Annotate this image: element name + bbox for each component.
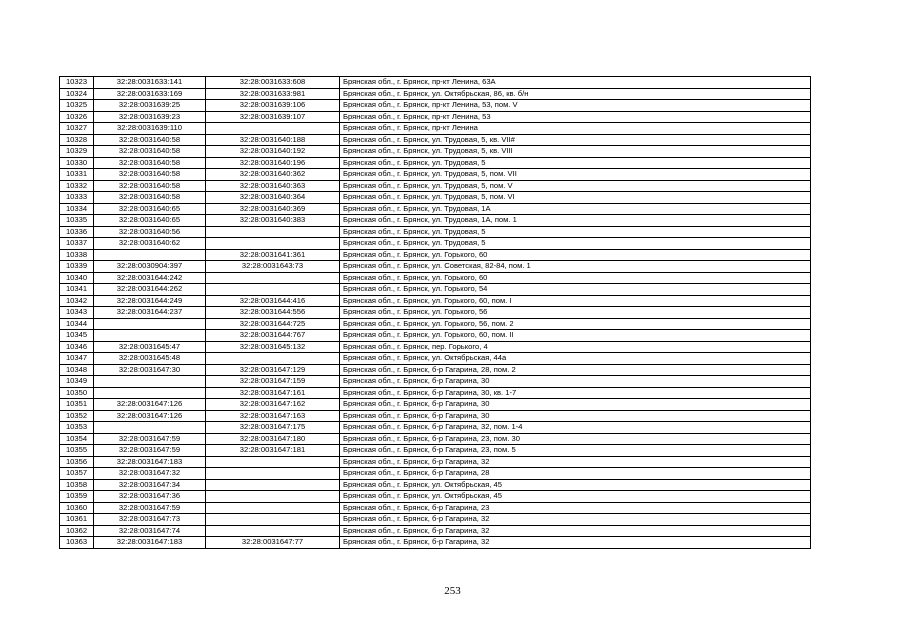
object-cadastral-number-cell: 32:28:0031640:192 [206,146,340,158]
object-cadastral-number-cell [206,502,340,514]
address-cell: Брянская обл., г. Брянск, ул. Октябрьская, 86, кв. б/н [340,88,811,100]
row-number-cell: 10355 [60,445,94,457]
parcel-cadastral-number-cell: 32:28:0031644:237 [94,307,206,319]
address-cell: Брянская обл., г. Брянск, ул. Горького, 56, пом. 2 [340,318,811,330]
object-cadastral-number-cell: 32:28:0031647:129 [206,364,340,376]
object-cadastral-number-cell: 32:28:0031643:73 [206,261,340,273]
registry-table [59,76,811,549]
table-row [60,169,811,181]
object-cadastral-number-cell: 32:28:0031640:196 [206,157,340,169]
object-cadastral-number-cell [206,514,340,526]
table-row [60,203,811,215]
object-cadastral-number-cell: 32:28:0031640:383 [206,215,340,227]
row-number-cell: 10332 [60,180,94,192]
address-cell: Брянская обл., г. Брянск, ул. Горького, 60, пом. II [340,330,811,342]
object-cadastral-number-cell [206,226,340,238]
address-cell: Брянская обл., г. Брянск, ул. Советская, 82-84, пом. 1 [340,261,811,273]
table-row [60,226,811,238]
address-cell: Брянская обл., г. Брянск, ул. Октябрьская, 44а [340,353,811,365]
parcel-cadastral-number-cell: 32:28:0031640:65 [94,203,206,215]
parcel-cadastral-number-cell: 32:28:0031647:36 [94,491,206,503]
table-row [60,376,811,388]
parcel-cadastral-number-cell: 32:28:0031640:58 [94,146,206,158]
parcel-cadastral-number-cell: 32:28:0031647:74 [94,525,206,537]
address-cell: Брянская обл., г. Брянск, ул. Трудовая, 5, пом. VI [340,192,811,204]
address-cell: Брянская обл., г. Брянск, ул. Трудовая, 1А [340,203,811,215]
row-number-cell: 10330 [60,157,94,169]
table-row [60,399,811,411]
row-number-cell: 10329 [60,146,94,158]
parcel-cadastral-number-cell [94,376,206,388]
parcel-cadastral-number-cell: 32:28:0031647:126 [94,399,206,411]
object-cadastral-number-cell: 32:28:0031647:159 [206,376,340,388]
object-cadastral-number-cell: 32:28:0031647:175 [206,422,340,434]
address-cell: Брянская обл., г. Брянск, пр-кт Ленина, 53 [340,111,811,123]
address-cell: Брянская обл., г. Брянск, ул. Октябрьская, 45 [340,479,811,491]
row-number-cell: 10335 [60,215,94,227]
parcel-cadastral-number-cell: 32:28:0031640:58 [94,180,206,192]
table-row [60,318,811,330]
parcel-cadastral-number-cell: 32:28:0031645:48 [94,353,206,365]
row-number-cell: 10337 [60,238,94,250]
address-cell: Брянская обл., г. Брянск, б-р Гагарина, 30 [340,410,811,422]
address-cell: Брянская обл., г. Брянск, б-р Гагарина, 23 [340,502,811,514]
table-row [60,330,811,342]
address-cell: Брянская обл., г. Брянск, б-р Гагарина, 30 [340,399,811,411]
row-number-cell: 10362 [60,525,94,537]
address-cell: Брянская обл., г. Брянск, б-р Гагарина, 23, пом. 5 [340,445,811,457]
object-cadastral-number-cell [206,468,340,480]
object-cadastral-number-cell: 32:28:0031644:416 [206,295,340,307]
object-cadastral-number-cell: 32:28:0031647:77 [206,537,340,549]
table-row [60,514,811,526]
table-row [60,456,811,468]
parcel-cadastral-number-cell: 32:28:0031640:65 [94,215,206,227]
table-row [60,353,811,365]
row-number-cell: 10359 [60,491,94,503]
address-cell: Брянская обл., г. Брянск, ул. Трудовая, 5, пом. V [340,180,811,192]
object-cadastral-number-cell: 32:28:0031633:608 [206,77,340,89]
row-number-cell: 10334 [60,203,94,215]
object-cadastral-number-cell: 32:28:0031640:364 [206,192,340,204]
table-row [60,157,811,169]
parcel-cadastral-number-cell: 32:28:0031640:58 [94,157,206,169]
table-row [60,445,811,457]
table-row [60,410,811,422]
address-cell: Брянская обл., г. Брянск, ул. Трудовая, 5 [340,157,811,169]
parcel-cadastral-number-cell: 32:28:0031647:30 [94,364,206,376]
address-cell: Брянская обл., г. Брянск, ул. Трудовая, 5, кв. VIII [340,146,811,158]
row-number-cell: 10328 [60,134,94,146]
address-cell: Брянская обл., г. Брянск, пер. Горького, 4 [340,341,811,353]
row-number-cell: 10326 [60,111,94,123]
parcel-cadastral-number-cell: 32:28:0031640:56 [94,226,206,238]
address-cell: Брянская обл., г. Брянск, б-р Гагарина, 32 [340,456,811,468]
object-cadastral-number-cell: 32:28:0031641:361 [206,249,340,261]
table-row [60,146,811,158]
table-row [60,88,811,100]
row-number-cell: 10350 [60,387,94,399]
parcel-cadastral-number-cell: 32:28:0031647:59 [94,433,206,445]
row-number-cell: 10327 [60,123,94,135]
row-number-cell: 10340 [60,272,94,284]
address-cell: Брянская обл., г. Брянск, ул. Горького, 54 [340,284,811,296]
object-cadastral-number-cell: 32:28:0031633:981 [206,88,340,100]
table-row [60,468,811,480]
address-cell: Брянская обл., г. Брянск, б-р Гагарина, 30, кв. 1-7 [340,387,811,399]
row-number-cell: 10357 [60,468,94,480]
table-row [60,295,811,307]
object-cadastral-number-cell: 32:28:0031640:363 [206,180,340,192]
table-row [60,238,811,250]
address-cell: Брянская обл., г. Брянск, ул. Горького, 56 [340,307,811,319]
page-number: 253 [444,585,461,597]
row-number-cell: 10349 [60,376,94,388]
table-row [60,422,811,434]
parcel-cadastral-number-cell: 32:28:0031640:58 [94,169,206,181]
row-number-cell: 10347 [60,353,94,365]
object-cadastral-number-cell: 32:28:0031640:188 [206,134,340,146]
address-cell: Брянская обл., г. Брянск, б-р Гагарина, 32 [340,514,811,526]
parcel-cadastral-number-cell: 32:28:0031640:62 [94,238,206,250]
address-cell: Брянская обл., г. Брянск, ул. Октябрьская, 45 [340,491,811,503]
object-cadastral-number-cell: 32:28:0031644:767 [206,330,340,342]
row-number-cell: 10341 [60,284,94,296]
parcel-cadastral-number-cell: 32:28:0031639:110 [94,123,206,135]
address-cell: Брянская обл., г. Брянск, пр-кт Ленина, 63А [340,77,811,89]
parcel-cadastral-number-cell [94,318,206,330]
parcel-cadastral-number-cell [94,387,206,399]
object-cadastral-number-cell: 32:28:0031645:132 [206,341,340,353]
address-cell: Брянская обл., г. Брянск, ул. Горького, 60 [340,272,811,284]
row-number-cell: 10352 [60,410,94,422]
object-cadastral-number-cell: 32:28:0031639:107 [206,111,340,123]
object-cadastral-number-cell: 32:28:0031647:161 [206,387,340,399]
parcel-cadastral-number-cell [94,330,206,342]
parcel-cadastral-number-cell: 32:28:0031633:169 [94,88,206,100]
table-row [60,111,811,123]
address-cell: Брянская обл., г. Брянск, ул. Трудовая, 5, кв. VII# [340,134,811,146]
parcel-cadastral-number-cell: 32:28:0031640:58 [94,192,206,204]
object-cadastral-number-cell [206,272,340,284]
table-row [60,180,811,192]
parcel-cadastral-number-cell: 32:28:0031644:249 [94,295,206,307]
row-number-cell: 10356 [60,456,94,468]
object-cadastral-number-cell: 32:28:0031640:362 [206,169,340,181]
table-row [60,307,811,319]
table-row [60,100,811,112]
object-cadastral-number-cell [206,456,340,468]
row-number-cell: 10336 [60,226,94,238]
parcel-cadastral-number-cell: 32:28:0030904:397 [94,261,206,273]
object-cadastral-number-cell: 32:28:0031647:181 [206,445,340,457]
parcel-cadastral-number-cell: 32:28:0031645:47 [94,341,206,353]
address-cell: Брянская обл., г. Брянск, б-р Гагарина, 28 [340,468,811,480]
row-number-cell: 10333 [60,192,94,204]
parcel-cadastral-number-cell: 32:28:0031647:183 [94,456,206,468]
parcel-cadastral-number-cell: 32:28:0031647:59 [94,445,206,457]
table-row [60,525,811,537]
object-cadastral-number-cell [206,479,340,491]
address-cell: Брянская обл., г. Брянск, пр-кт Ленина, 53, пом. V [340,100,811,112]
table-row [60,491,811,503]
address-cell: Брянская обл., г. Брянск, б-р Гагарина, 28, пом. 2 [340,364,811,376]
address-cell: Брянская обл., г. Брянск, ул. Трудовая, 5, пом. VII [340,169,811,181]
row-number-cell: 10344 [60,318,94,330]
parcel-cadastral-number-cell: 32:28:0031644:242 [94,272,206,284]
object-cadastral-number-cell: 32:28:0031644:725 [206,318,340,330]
parcel-cadastral-number-cell [94,249,206,261]
parcel-cadastral-number-cell: 32:28:0031647:73 [94,514,206,526]
table-row [60,387,811,399]
table-row [60,364,811,376]
table-row [60,341,811,353]
row-number-cell: 10325 [60,100,94,112]
address-cell: Брянская обл., г. Брянск, ул. Трудовая, 5 [340,238,811,250]
address-cell: Брянская обл., г. Брянск, ул. Трудовая, 5 [340,226,811,238]
row-number-cell: 10353 [60,422,94,434]
object-cadastral-number-cell [206,284,340,296]
row-number-cell: 10345 [60,330,94,342]
table-row [60,284,811,296]
parcel-cadastral-number-cell: 32:28:0031647:183 [94,537,206,549]
row-number-cell: 10339 [60,261,94,273]
parcel-cadastral-number-cell: 32:28:0031639:25 [94,100,206,112]
parcel-cadastral-number-cell: 32:28:0031640:58 [94,134,206,146]
row-number-cell: 10342 [60,295,94,307]
object-cadastral-number-cell: 32:28:0031640:369 [206,203,340,215]
parcel-cadastral-number-cell: 32:28:0031647:59 [94,502,206,514]
object-cadastral-number-cell: 32:28:0031639:106 [206,100,340,112]
address-cell: Брянская обл., г. Брянск, пр-кт Ленина [340,123,811,135]
object-cadastral-number-cell [206,123,340,135]
parcel-cadastral-number-cell: 32:28:0031633:141 [94,77,206,89]
address-cell: Брянская обл., г. Брянск, б-р Гагарина, 30 [340,376,811,388]
row-number-cell: 10331 [60,169,94,181]
row-number-cell: 10343 [60,307,94,319]
object-cadastral-number-cell: 32:28:0031647:180 [206,433,340,445]
row-number-cell: 10363 [60,537,94,549]
parcel-cadastral-number-cell: 32:28:0031647:34 [94,479,206,491]
table-row [60,249,811,261]
parcel-cadastral-number-cell: 32:28:0031639:23 [94,111,206,123]
row-number-cell: 10361 [60,514,94,526]
registry-table-body [60,77,811,549]
address-cell: Брянская обл., г. Брянск, б-р Гагарина, 32, пом. 1-4 [340,422,811,434]
parcel-cadastral-number-cell: 32:28:0031644:262 [94,284,206,296]
table-row [60,502,811,514]
table-row [60,433,811,445]
object-cadastral-number-cell: 32:28:0031647:163 [206,410,340,422]
row-number-cell: 10358 [60,479,94,491]
address-cell: Брянская обл., г. Брянск, ул. Трудовая, 1А, пом. 1 [340,215,811,227]
row-number-cell: 10360 [60,502,94,514]
table-row [60,537,811,549]
object-cadastral-number-cell: 32:28:0031644:556 [206,307,340,319]
parcel-cadastral-number-cell: 32:28:0031647:32 [94,468,206,480]
row-number-cell: 10348 [60,364,94,376]
row-number-cell: 10338 [60,249,94,261]
row-number-cell: 10351 [60,399,94,411]
address-cell: Брянская обл., г. Брянск, ул. Горького, 60, пом. I [340,295,811,307]
parcel-cadastral-number-cell: 32:28:0031647:126 [94,410,206,422]
parcel-cadastral-number-cell [94,422,206,434]
table-row [60,215,811,227]
object-cadastral-number-cell [206,353,340,365]
address-cell: Брянская обл., г. Брянск, б-р Гагарина, 32 [340,525,811,537]
address-cell: Брянская обл., г. Брянск, б-р Гагарина, 32 [340,537,811,549]
address-cell: Брянская обл., г. Брянск, б-р Гагарина, 23, пом. 30 [340,433,811,445]
table-row [60,77,811,89]
object-cadastral-number-cell [206,525,340,537]
address-cell: Брянская обл., г. Брянск, ул. Горького, 60 [340,249,811,261]
table-row [60,123,811,135]
table-row [60,272,811,284]
object-cadastral-number-cell: 32:28:0031647:162 [206,399,340,411]
table-row [60,134,811,146]
object-cadastral-number-cell [206,491,340,503]
table-row [60,261,811,273]
row-number-cell: 10323 [60,77,94,89]
object-cadastral-number-cell [206,238,340,250]
table-row [60,192,811,204]
row-number-cell: 10354 [60,433,94,445]
table-row [60,479,811,491]
row-number-cell: 10346 [60,341,94,353]
row-number-cell: 10324 [60,88,94,100]
